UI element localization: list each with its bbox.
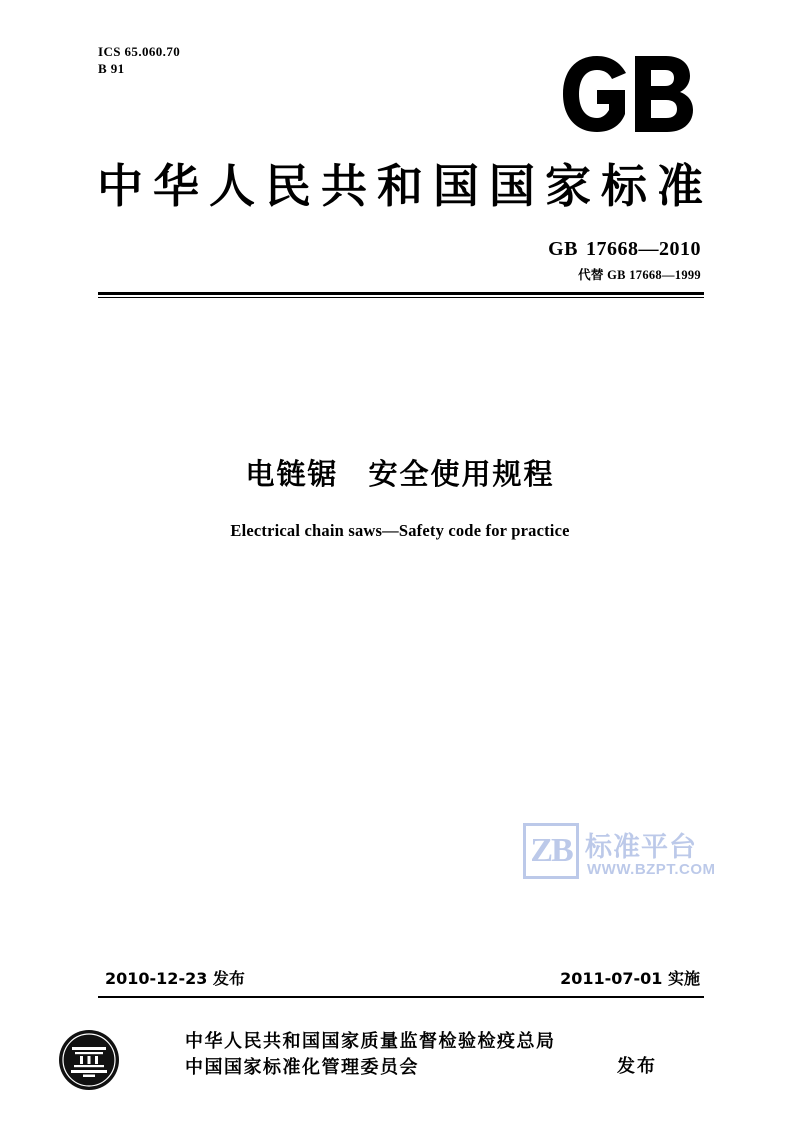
issue-date: 2010-12-23 发布	[105, 969, 245, 988]
divider-top-thick	[98, 292, 704, 295]
ics-code: ICS 65.060.70	[98, 44, 181, 59]
national-emblem-icon	[58, 1029, 120, 1091]
document-title-chinese	[0, 452, 800, 493]
publish-label: 发布	[617, 1056, 657, 1077]
watermark-url: WWW.BZPT.COM	[587, 861, 716, 878]
classification-code: B 91	[98, 61, 125, 77]
gb-logo-icon	[559, 52, 704, 136]
watermark-text: 标准平台	[585, 832, 697, 863]
document-title-chinese-part1: 电链锯	[245, 457, 339, 491]
standard-replaces: 代替 GB 17668—1999	[578, 268, 701, 282]
divider-bottom	[98, 996, 704, 998]
implementation-date: 2011-07-01 实施	[560, 969, 700, 988]
watermark-badge-icon: ZB	[523, 823, 579, 879]
standard-number-prefix: GB	[548, 238, 578, 260]
ics-block	[98, 44, 180, 78]
document-title-english: Electrical chain saws—Safety code for practice	[230, 521, 570, 540]
issuer-line-1: 中华人民共和国国家质量监督检验检疫总局	[185, 1031, 556, 1052]
standard-number-block	[548, 238, 701, 283]
page-title: 中华人民共和国国家标准	[97, 159, 713, 213]
document-title-chinese-part2: 安全使用规程	[368, 457, 555, 491]
watermark	[523, 823, 748, 891]
issuing-organizations	[185, 1029, 556, 1081]
divider-top-thin	[98, 297, 704, 298]
standard-number-value: 17668—2010	[586, 238, 701, 260]
standard-number	[548, 238, 701, 261]
issuer-line-2: 中国国家标准化管理委员会	[185, 1057, 419, 1079]
